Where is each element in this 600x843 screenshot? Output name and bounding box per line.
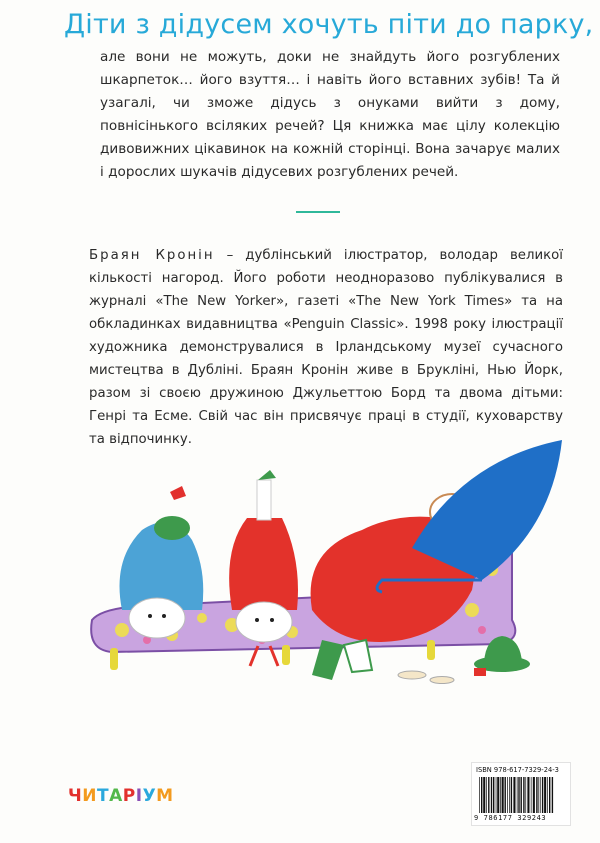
barcode-bar [491, 777, 492, 813]
divider [296, 211, 340, 213]
barcode-bar [517, 777, 518, 813]
barcode-bar [479, 777, 480, 813]
barcode-bar [488, 777, 489, 813]
barcode-bar [493, 777, 494, 813]
isbn-text: ISBN 978-617-7329-24-3 [476, 766, 559, 774]
barcode-bar [549, 777, 550, 813]
barcode-bar [509, 777, 510, 813]
publisher-logo-letter: І [135, 786, 143, 806]
publisher-logo-letter: Р [122, 786, 136, 806]
intro-paragraph [100, 46, 560, 184]
barcode-bar [486, 777, 487, 813]
author-bio [89, 244, 563, 451]
barcode-bar [547, 777, 548, 813]
author-bio-text: – дублінський ілюстратор, володар великої кількості нагород. Його роботи неодноразово публікувалися в журналі «The New Yorker», газеті «The New York Times» та на обкладинках видавництва «Penguin Classic». 1998 року ілюстрації художника демонструвалися в Ірландському музеї сучасного мистецтва в Дубліні. Браян Кронін живе в Брукліні, Нью Йорк, разом зі своєю дружиною Джульеттою Борд та двома дітьми: Генрі та Есме. Свій час він присвячує праці в студії, куховарству та відпочинку. [89, 248, 563, 447]
barcode-bar [497, 777, 499, 813]
barcode-bar [502, 777, 504, 813]
barcode-bar [511, 777, 512, 813]
barcode-bar [481, 777, 482, 813]
barcode-bar [505, 777, 506, 813]
intro-text: але вони не можуть, доки не знайдуть його розгублених шкарпеток… його взуття… і навіть його вставних зубів! Та й узагалі, чи зможе дідусь з онуками вийти з дому, повнісінького всіляких речей? Ця книжка має цілу колекцію дивовижних цікавинок на кожній сторінці. Вона зачарує малих і дорослих шукачів дідусевих розгублених речей. [100, 49, 560, 180]
barcode-bar [536, 777, 537, 813]
barcode-bar [523, 777, 524, 813]
barcode-bar [496, 777, 497, 813]
barcode-bar [521, 777, 522, 813]
barcode-bar [500, 777, 501, 813]
publisher-logo-letters [68, 786, 174, 806]
barcode-bar [542, 777, 543, 813]
barcode-bar [531, 777, 532, 813]
barcode-bar [483, 777, 485, 813]
publisher-logo-letter: У [142, 786, 157, 806]
barcode-bar [513, 777, 515, 813]
barcode-bars [478, 777, 564, 813]
barcode [471, 762, 571, 826]
publisher-logo-letter: Т [96, 786, 110, 806]
barcode-bar [552, 777, 553, 813]
barcode-bar [540, 777, 541, 813]
barcode-bar [538, 777, 539, 813]
barcode-bar [544, 777, 546, 813]
headline: Діти з дідусем хочуть піти до парку, [64, 9, 594, 40]
barcode-bar [525, 777, 526, 813]
illustration-grandpa-sofa [82, 440, 582, 700]
barcode-bar [507, 777, 508, 813]
barcode-bar [527, 777, 529, 813]
barcode-bar [518, 777, 519, 813]
author-name: Браян Кронін [89, 248, 215, 263]
publisher-logo-letter: М [156, 786, 174, 806]
publisher-logo-letter: Ч [68, 786, 83, 806]
publisher-logo [68, 786, 174, 806]
barcode-bar [533, 777, 535, 813]
publisher-logo-letter: И [82, 786, 97, 806]
publisher-logo-letter: А [109, 786, 123, 806]
ean-digits: 9 786177 329243 [474, 814, 547, 822]
